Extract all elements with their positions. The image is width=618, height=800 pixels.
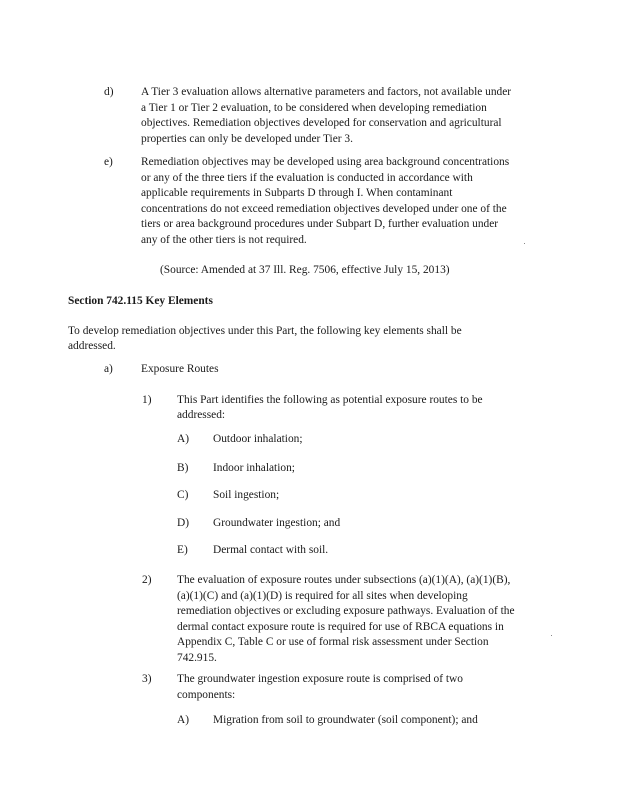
sub-3-item-a-text: Migration from soil to groundwater (soil component); and <box>213 714 478 726</box>
sub-1-item-d-text: Groundwater ingestion; and <box>213 517 341 529</box>
item-d-line-1: A Tier 3 evaluation allows alternative parameters and factors, not available under <box>141 86 512 98</box>
sub-1-item-e-marker: E) <box>177 544 188 556</box>
item-d-line-2: a Tier 1 or Tier 2 evaluation, to be considered when developing remediation <box>141 102 487 114</box>
sub-1-item-b-text: Indoor inhalation; <box>213 462 295 474</box>
sub-3-marker: 3) <box>142 673 152 685</box>
item-d-line-3: objectives. Remediation objectives developed for conservation and agricultural <box>141 117 502 129</box>
item-e-line-1: Remediation objectives may be developed using area background concentrations <box>141 156 510 168</box>
sub-1-line-2: addressed: <box>177 409 226 421</box>
sub-1-item-a-marker: A) <box>177 433 190 445</box>
sub-2-line-1: The evaluation of exposure routes under subsections (a)(1)(A), (a)(1)(B), <box>177 574 511 586</box>
scan-speck <box>524 243 525 244</box>
sub-2-line-4: dermal contact exposure route is required for use of RBCA equations in <box>177 621 504 633</box>
sub-3-line-1: The groundwater ingestion exposure route is comprised of two <box>177 673 463 685</box>
sub-2-line-2: (a)(1)(C) and (a)(1)(D) is required for all sites when developing <box>177 590 468 602</box>
item-e-marker: e) <box>104 156 113 168</box>
item-a-label: Exposure Routes <box>141 363 219 375</box>
sub-1-item-d-marker: D) <box>177 517 190 529</box>
sub-1-item-b-marker: B) <box>177 462 189 474</box>
sub-1-item-a-text: Outdoor inhalation; <box>213 433 303 445</box>
intro-line-2: addressed. <box>68 340 116 352</box>
item-e-line-5: tiers or area background procedures under Subpart D, further evaluation under <box>141 218 499 230</box>
item-e-line-4: concentrations do not exceed remediation objectives developed under one of the <box>141 203 507 215</box>
sub-2-line-6: 742.915. <box>177 652 217 664</box>
sub-1-marker: 1) <box>142 394 152 406</box>
intro-line-1: To develop remediation objectives under this Part, the following key elements shall be <box>68 325 462 337</box>
item-e-line-3: applicable requirements in Subparts D through I. When contaminant <box>141 187 453 199</box>
item-d-marker: d) <box>104 86 114 98</box>
sub-3-item-a-marker: A) <box>177 714 190 726</box>
sub-2-line-5: Appendix C, Table C or use of formal risk assessment under Section <box>177 636 489 648</box>
sub-1-item-e-text: Dermal contact with soil. <box>213 544 329 556</box>
sub-1-line-1: This Part identifies the following as potential exposure routes to be <box>177 394 483 406</box>
sub-2-marker: 2) <box>142 574 152 586</box>
sub-2-line-3: remediation objectives or excluding exposure pathways. Evaluation of the <box>177 605 515 617</box>
sub-1-item-c-text: Soil ingestion; <box>213 489 280 501</box>
source-note: (Source: Amended at 37 Ill. Reg. 7506, effective July 15, 2013) <box>160 264 450 276</box>
section-heading: Section 742.115 Key Elements <box>68 295 213 307</box>
item-d-line-4: properties can only be developed under Tier 3. <box>141 133 353 145</box>
item-e-line-6: any of the other tiers is not required. <box>141 234 307 246</box>
item-e-line-2: or any of the three tiers if the evaluation is conducted in accordance with <box>141 172 473 184</box>
item-a-marker: a) <box>104 363 113 375</box>
scan-speck <box>551 635 552 636</box>
sub-3-line-2: components: <box>177 689 236 701</box>
sub-1-item-c-marker: C) <box>177 489 189 501</box>
